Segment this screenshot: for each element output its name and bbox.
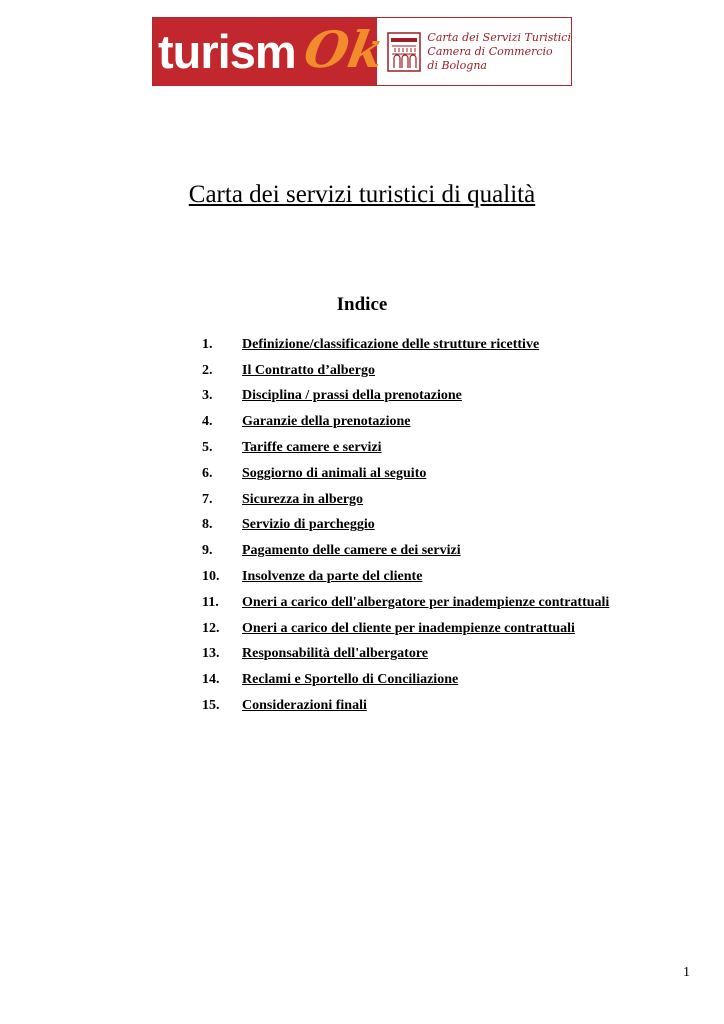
- toc-link[interactable]: Il Contratto d’albergo: [242, 362, 375, 378]
- toc-link[interactable]: Insolvenze da parte del cliente: [242, 569, 423, 585]
- toc-number: 1.: [202, 336, 213, 352]
- toc-item: [202, 642, 609, 668]
- toc-link[interactable]: Oneri a carico del cliente per inadempienze contrattuali: [242, 620, 575, 636]
- page-number: 1: [683, 965, 690, 980]
- toc-link[interactable]: Oneri a carico dell'albergatore per inadempienze contrattuali: [242, 594, 610, 610]
- toc-number: 4.: [202, 414, 213, 430]
- toc-link[interactable]: Garanzie della prenotazione: [242, 414, 411, 430]
- toc-link[interactable]: Tariffe camere e servizi: [242, 440, 382, 456]
- toc-number: 7.: [202, 491, 213, 507]
- toc-item: [202, 332, 609, 358]
- toc-item: [202, 461, 609, 487]
- document-title: Carta dei servizi turistici di qualità: [188, 181, 536, 208]
- building-seal-icon: [387, 32, 421, 72]
- toc-link[interactable]: Disciplina / prassi della prenotazione: [242, 388, 462, 404]
- toc-number: 2.: [202, 362, 213, 378]
- org-name: [427, 31, 571, 73]
- toc-number: 15.: [202, 698, 220, 714]
- toc-item: [202, 435, 609, 461]
- toc-number: 11.: [202, 594, 219, 610]
- index-heading: Indice: [336, 294, 388, 315]
- toc-number: 14.: [202, 672, 220, 688]
- toc-link[interactable]: Soggiorno di animali al seguito: [242, 465, 427, 481]
- toc-item: [202, 590, 609, 616]
- toc-number: 8.: [202, 517, 213, 533]
- toc-item: [202, 616, 609, 642]
- toc-link[interactable]: Servizio di parcheggio: [242, 517, 375, 533]
- header-banner: [152, 17, 572, 86]
- toc-item: [202, 487, 609, 513]
- toc-item: [202, 693, 609, 719]
- toc-number: 12.: [202, 620, 220, 636]
- toc-link[interactable]: Considerazioni finali: [242, 698, 367, 714]
- toc-link[interactable]: Reclami e Sportello di Conciliazione: [242, 672, 459, 688]
- toc-item: [202, 667, 609, 693]
- brand-ok: Ok: [299, 20, 389, 79]
- table-of-contents: [202, 332, 609, 719]
- toc-item: [202, 358, 609, 384]
- toc-item: [202, 409, 609, 435]
- brand-word: turism: [158, 25, 296, 78]
- toc-number: 9.: [202, 543, 213, 559]
- toc-item: [202, 538, 609, 564]
- toc-number: 5.: [202, 440, 213, 456]
- toc-number: 10.: [202, 569, 220, 585]
- org-line: Camera di Commercio: [427, 44, 553, 58]
- toc-link[interactable]: Definizione/classificazione delle strutture ricettive: [242, 336, 540, 352]
- toc-link[interactable]: Sicurezza in albergo: [242, 491, 364, 507]
- brand-logo: [153, 18, 389, 85]
- toc-number: 13.: [202, 646, 220, 662]
- org-block: [377, 18, 571, 85]
- toc-number: 3.: [202, 388, 213, 404]
- org-line: di Bologna: [427, 58, 487, 72]
- toc-item: [202, 384, 609, 410]
- toc-number: 6.: [202, 465, 213, 481]
- toc-link[interactable]: Pagamento delle camere e dei servizi: [242, 543, 461, 559]
- toc-link[interactable]: Responsabilità dell'albergatore: [242, 646, 429, 662]
- org-line: Carta dei Servizi Turistici: [427, 30, 571, 44]
- toc-item: [202, 564, 609, 590]
- toc-item: [202, 513, 609, 539]
